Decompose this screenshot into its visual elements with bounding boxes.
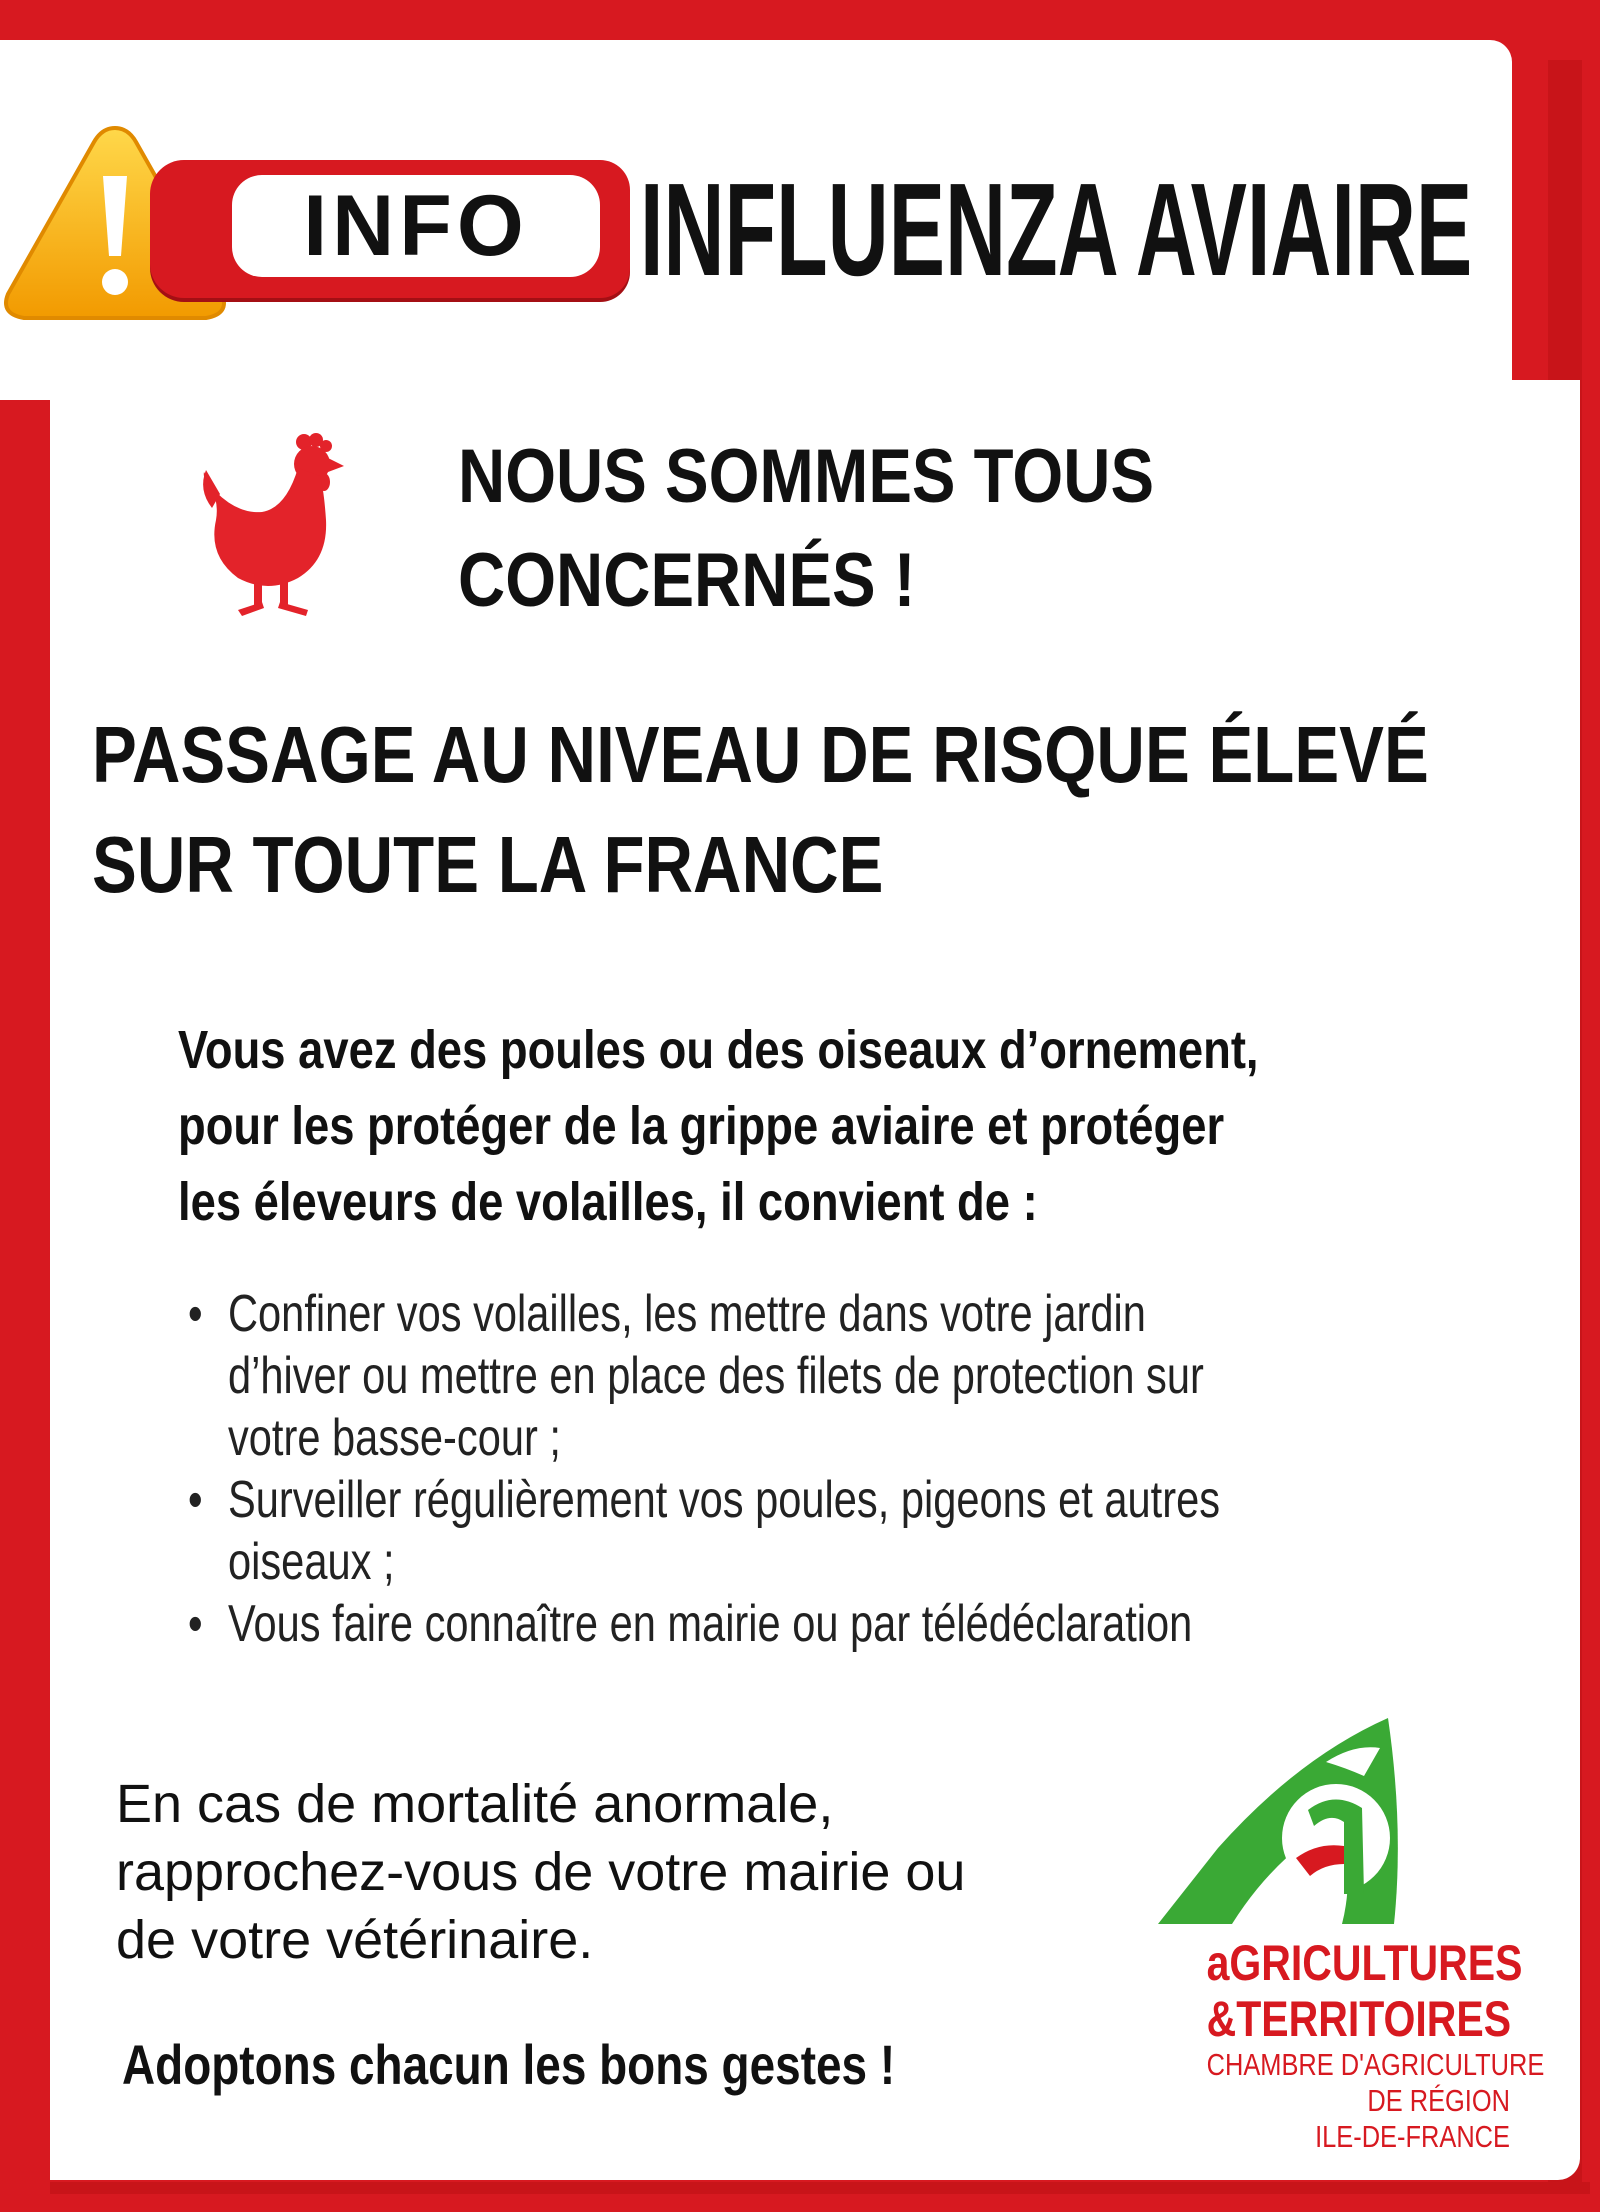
logo-line: aGRICULTURES (1206, 1935, 1523, 1991)
heading-line: PASSAGE AU NIVEAU DE RISQUE ÉLEVÉ (92, 710, 1429, 799)
frame-stripe-bottom (50, 2182, 1590, 2194)
closing-paragraph (116, 1770, 1116, 1974)
intro-paragraph (178, 1012, 1488, 1240)
list-item-line: votre basse-cour ; (228, 1409, 561, 1467)
subtitle (458, 425, 1301, 633)
subtitle-line: NOUS SOMMES TOUS (458, 434, 1155, 519)
subtitle-line: CONCERNÉS ! (458, 538, 916, 623)
heading-line: SUR TOUTE LA FRANCE (92, 820, 884, 909)
list-item-line: Confiner vos volailles, les mettre dans votre jardin (228, 1285, 1146, 1343)
list-item (188, 1593, 1372, 1655)
intro-line: les éleveurs de volailles, il convient de : (178, 1172, 1038, 1232)
list-item-line: oiseaux ; (228, 1533, 395, 1591)
slogan: Adoptons chacun les bons gestes ! (122, 2033, 896, 2096)
info-badge-label: INFO (303, 178, 529, 274)
chamber-logo-text (1140, 1935, 1545, 2155)
logo-line: &TERRITOIRES (1206, 1991, 1512, 2047)
closing-line: de votre vétérinaire. (116, 1910, 594, 1970)
recommendation-list (188, 1283, 1372, 1655)
list-item-line: d’hiver ou mettre en place des filets de protection sur (228, 1347, 1204, 1405)
list-item-line: Surveiller régulièrement vos poules, pigeons et autres (228, 1471, 1221, 1529)
intro-line: Vous avez des poules ou des oiseaux d’ornement, (178, 1020, 1259, 1080)
page-title: INFLUENZA AVIAIRE (640, 156, 1473, 303)
logo-line: DE RÉGION (1367, 2083, 1510, 2118)
closing-line: rapprochez-vous de votre mairie ou (116, 1842, 966, 1902)
bullet-icon: • (188, 1595, 203, 1653)
bullet-icon: • (188, 1471, 203, 1529)
chamber-logo-icon (1158, 1718, 1402, 1924)
hen-icon (198, 428, 348, 623)
list-item (188, 1469, 1372, 1593)
logo-line: ILE-DE-FRANCE (1315, 2119, 1510, 2154)
intro-line: pour les protéger de la grippe aviaire et protéger (178, 1096, 1225, 1156)
list-item-line: Vous faire connaître en mairie ou par télédéclaration (228, 1595, 1193, 1653)
bullet-icon: • (188, 1285, 203, 1343)
risk-heading (92, 700, 1429, 920)
info-badge (232, 175, 600, 277)
closing-line: En cas de mortalité anormale, (116, 1774, 834, 1834)
list-item (188, 1283, 1372, 1469)
logo-line: CHAMBRE D'AGRICULTURE (1206, 2047, 1545, 2082)
